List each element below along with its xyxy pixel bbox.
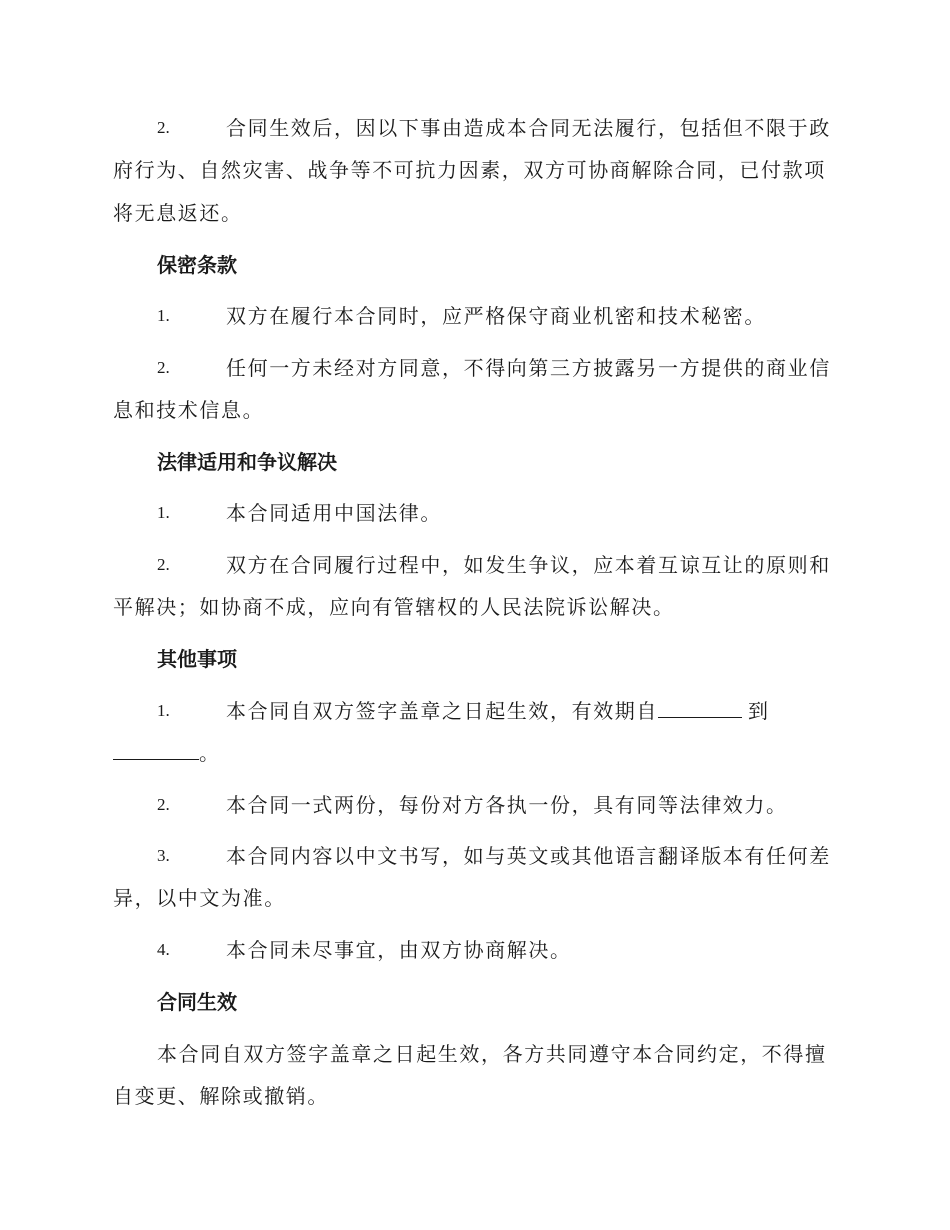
section-heading-law: 法律适用和争议解决 (157, 450, 337, 474)
clause-text: 本合同内容以中文书写，如与英文或其他语言翻译版本有任何差 (226, 844, 831, 868)
clause-text: 双方在履行本合同时，应严格保守商业机密和技术秘密。 (226, 304, 766, 328)
clause-text: 本合同未尽事宜，由双方协商解决。 (226, 938, 572, 962)
clause-number: 4. (157, 940, 170, 959)
paragraph-text: 本合同自双方签字盖章之日起生效，各方共同遵守本合同约定，不得擅 (157, 1042, 827, 1066)
clause-text: 本合同适用中国法律。 (226, 501, 442, 525)
clause-number: 2. (157, 118, 170, 137)
clause-text: 平解决；如协商不成，应向有管辖权的人民法院诉讼解决。 (113, 595, 675, 619)
clause-text: 合同生效后，因以下事由造成本合同无法履行，包括但不限于政 (226, 116, 831, 140)
clause-text: 本合同一式两份，每份对方各执一份，具有同等法律效力。 (226, 793, 788, 817)
clause-number: 1. (157, 701, 170, 720)
clause-text-part: 到 (748, 699, 770, 723)
clause-text: 双方在合同履行过程中，如发生争议，应本着互谅互让的原则和 (226, 553, 831, 577)
section-heading-effective: 合同生效 (157, 990, 237, 1014)
clause-text: 异，以中文为准。 (113, 886, 286, 910)
clause-text-part: 。 (199, 741, 221, 765)
clause-text (113, 740, 221, 766)
clause-text: 任何一方未经对方同意，不得向第三方披露另一方提供的商业信 (226, 356, 831, 380)
clause-number: 2. (157, 358, 170, 377)
clause-text-part: 本合同自双方签字盖章之日起生效，有效期自 (226, 699, 658, 723)
clause-text: 府行为、自然灾害、战争等不可抗力因素，双方可协商解除合同，已付款项 (113, 158, 826, 182)
clause-number: 1. (157, 503, 170, 522)
clause-number: 2. (157, 795, 170, 814)
paragraph-text: 自变更、解除或撤销。 (113, 1084, 329, 1108)
section-heading-other: 其他事项 (157, 647, 237, 671)
clause-text: 将无息返还。 (113, 201, 243, 225)
clause-text (226, 698, 770, 724)
clause-text: 息和技术信息。 (113, 398, 265, 422)
section-heading-confidentiality: 保密条款 (157, 253, 237, 277)
clause-number: 2. (157, 555, 170, 574)
clause-number: 3. (157, 846, 170, 865)
fill-in-blank[interactable] (113, 741, 199, 760)
clause-number: 1. (157, 306, 170, 325)
fill-in-blank[interactable] (658, 699, 742, 718)
